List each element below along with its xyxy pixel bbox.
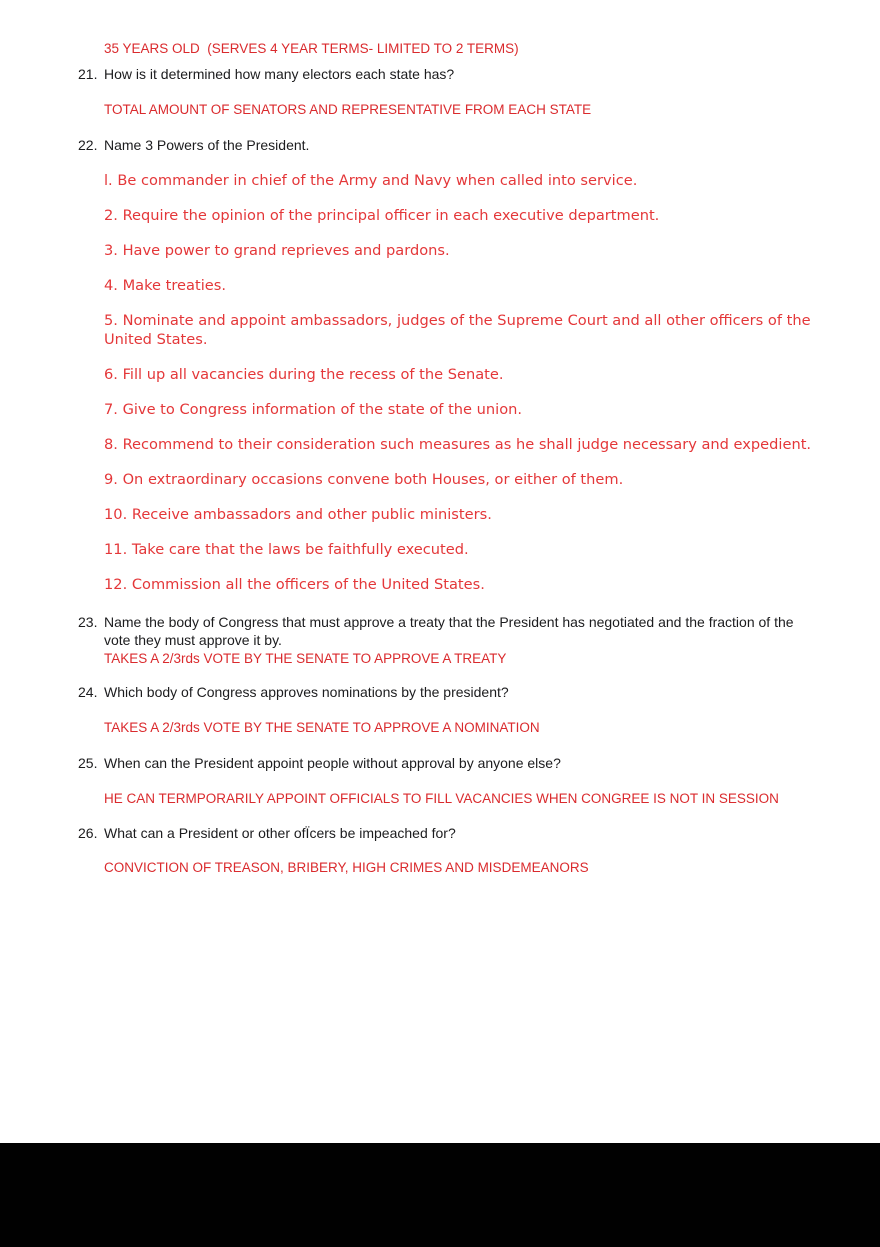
question-22: [78, 136, 822, 154]
question-24-text: Which body of Congress approves nominations by the president?: [104, 684, 509, 700]
question-22-number: 22.: [78, 137, 98, 153]
power-item-12: 12. Commission all the officers of the United States.: [104, 576, 485, 593]
answer-text-term-limits: 35 YEARS OLD (SERVES 4 YEAR TERMS- LIMITED TO 2 TERMS): [104, 41, 519, 56]
answer-text-21: TOTAL AMOUNT OF SENATORS AND REPRESENTATIVE FROM EACH STATE: [104, 102, 592, 117]
power-item-2: 2. Require the opinion of the principal officer in each executive department.: [104, 207, 660, 224]
power-item-7: 7. Give to Congress information of the state of the union.: [104, 401, 523, 418]
power-item-9: 9. On extraordinary occasions convene both Houses, or either of them.: [104, 471, 624, 488]
power-item-8: 8. Recommend to their consideration such measures as he shall judge necessary and expedient.: [104, 436, 812, 453]
power-item-10: 10. Receive ambassadors and other public ministers.: [104, 506, 492, 523]
question-24-number: 24.: [78, 684, 98, 700]
power-item-4: 4. Make treaties.: [104, 277, 226, 294]
answer-text-26: CONVICTION OF TREASON, BRIBERY, HIGH CRIMES AND MISDEMEANORS: [104, 860, 589, 875]
answer-text-24: TAKES A 2/3rds VOTE BY THE SENATE TO APPROVE A NOMINATION: [104, 720, 540, 735]
power-item-11: 11. Take care that the laws be faithfully executed.: [104, 541, 469, 558]
answer-text-25: HE CAN TERMPORARILY APPOINT OFFICIALS TO FILL VACANCIES WHEN CONGREE IS NOT IN SESSION: [104, 791, 779, 806]
power-item-5: 5. Nominate and appoint ambassadors, judges of the Supreme Court and all other officers of the United States.: [104, 312, 811, 348]
question-21: [78, 65, 822, 83]
answer-text-23: TAKES A 2/3rds VOTE BY THE SENATE TO APPROVE A TREATY: [104, 651, 507, 666]
question-21-number: 21.: [78, 66, 98, 82]
bottom-black-band: [0, 1143, 880, 1247]
question-23: [78, 613, 822, 649]
question-23-number: 23.: [78, 614, 98, 630]
question-26-text: What can a President or other ofÏcers be impeached for?: [104, 825, 456, 841]
question-23-text: Name the body of Congress that must approve a treaty that the President has negotiated and the fraction of the vote they must approve it by.: [104, 614, 798, 648]
question-25-text: When can the President appoint people without approval by anyone else?: [104, 755, 561, 771]
question-26: [78, 824, 822, 842]
question-24: [78, 683, 822, 701]
power-item-6: 6. Fill up all vacancies during the recess of the Senate.: [104, 366, 504, 383]
question-22-text: Name 3 Powers of the President.: [104, 137, 310, 153]
question-25: [78, 754, 822, 772]
question-25-number: 25.: [78, 755, 98, 771]
question-21-text: How is it determined how many electors each state has?: [104, 66, 455, 82]
power-item-3: 3. Have power to grand reprieves and pardons.: [104, 242, 450, 259]
question-26-number: 26.: [78, 825, 98, 841]
powers-of-president-list: [104, 171, 822, 594]
power-item-1: l. Be commander in chief of the Army and Navy when called into service.: [104, 172, 638, 189]
